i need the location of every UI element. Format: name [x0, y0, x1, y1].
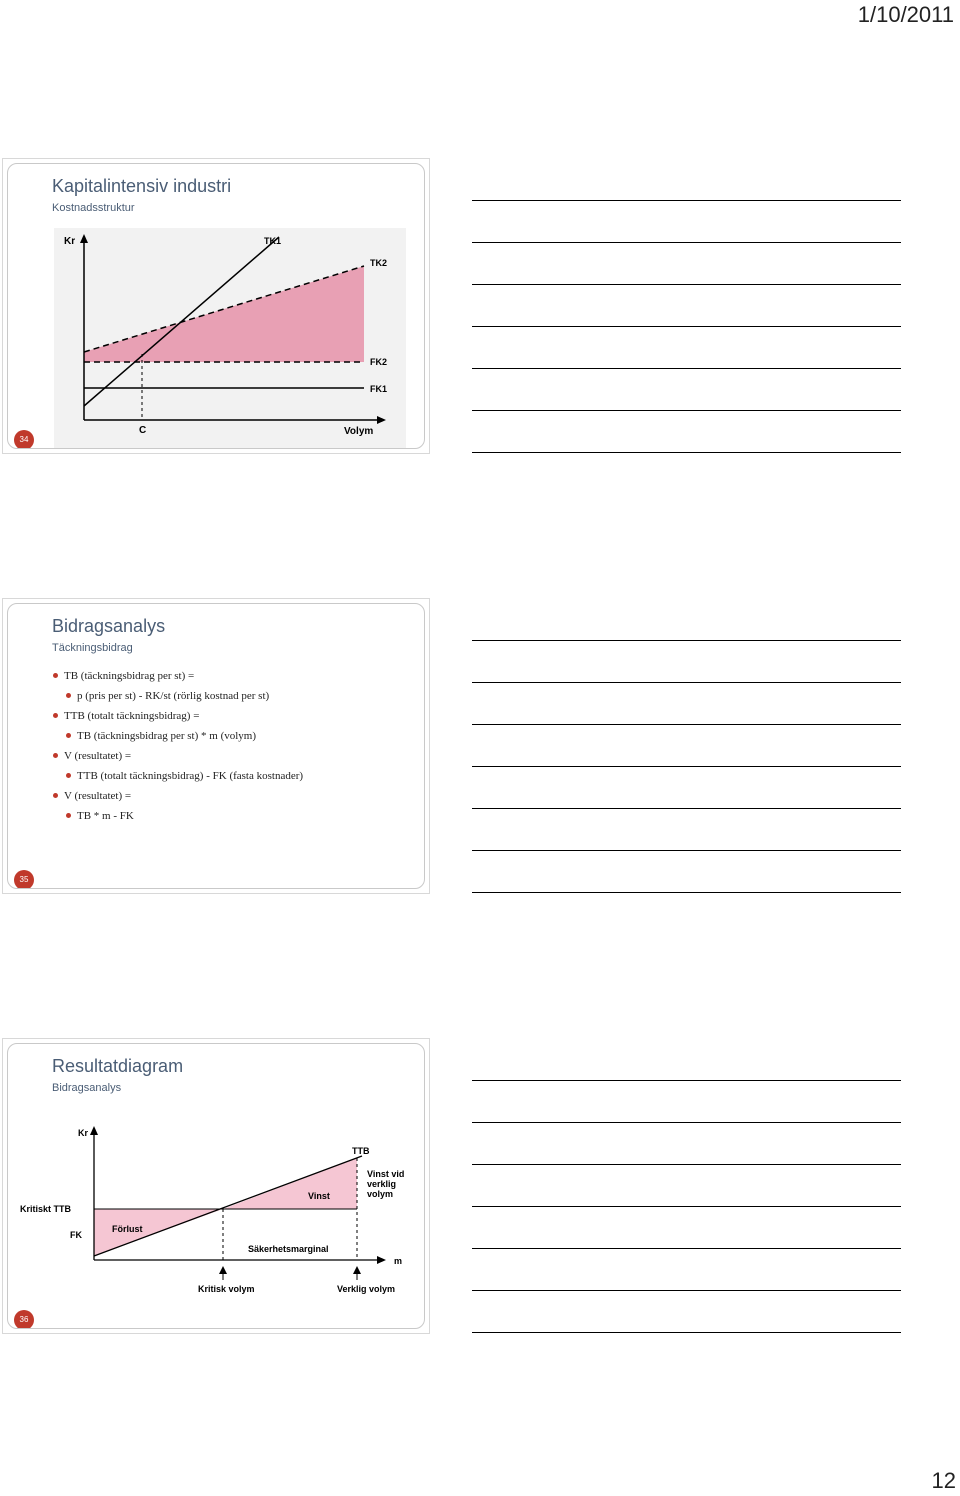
profit-label: Vinst: [308, 1191, 330, 1201]
note-line: [472, 892, 901, 893]
slide-title: Resultatdiagram: [52, 1056, 184, 1076]
slide-frame: [7, 603, 425, 889]
note-line: [472, 850, 901, 851]
note-line: [472, 766, 901, 767]
note-line: [472, 284, 901, 285]
note-line: [472, 242, 901, 243]
header-date: 1/10/2011: [857, 2, 954, 27]
cost-structure-chart: [54, 228, 406, 448]
critical-ttb-label: Kritiskt TTB: [20, 1204, 72, 1214]
slide-subtitle: Kostnadsstruktur: [52, 202, 135, 214]
actual-volume-label: Verklig volym: [337, 1284, 396, 1294]
fk1-label: FK1: [370, 384, 388, 394]
note-line: [472, 1290, 901, 1291]
slide-subtitle: Bidragsanalys: [52, 1082, 122, 1094]
bullet-subitem: TTB (totalt täckningsbidrag) - FK (fasta kostnader): [52, 766, 303, 786]
y-axis-label: Kr: [64, 236, 76, 247]
slide-frame: [7, 1043, 425, 1329]
note-line: [472, 200, 901, 201]
profit-at-volume-label: verklig: [367, 1179, 397, 1189]
bullet-list: [52, 666, 303, 826]
slide-title: Bidragsanalys: [52, 616, 166, 636]
note-line: [472, 326, 901, 327]
slide-number-badge: 34: [14, 430, 34, 449]
slide-35: [2, 598, 430, 894]
tk1-label: TK1: [264, 236, 282, 246]
notes-lines-36: [472, 1080, 901, 1374]
slide-number-badge: 35: [14, 870, 34, 889]
x-axis-label: Volym: [344, 426, 374, 437]
slide-34: [2, 158, 430, 454]
note-line: [472, 368, 901, 369]
note-line: [472, 724, 901, 725]
safety-margin-label: Säkerhetsmarginal: [248, 1244, 329, 1254]
tk2-label: TK2: [370, 258, 388, 268]
profit-at-volume-label: volym: [367, 1189, 394, 1199]
slide-subtitle: Täckningsbidrag: [52, 642, 133, 654]
bullet-item: TTB (totalt täckningsbidrag) =: [52, 706, 303, 726]
profit-at-volume-label: Vinst vid: [367, 1169, 405, 1179]
c-marker-label: C: [139, 425, 147, 436]
page-number: 12: [931, 1468, 956, 1493]
note-line: [472, 452, 901, 453]
slide-number-badge: 36: [14, 1310, 34, 1329]
fk-label: FK: [70, 1230, 82, 1240]
bullet-item: V (resultatet) =: [52, 746, 303, 766]
notes-lines-35: [472, 640, 901, 934]
slide-title: Kapitalintensiv industri: [52, 176, 232, 196]
note-line: [472, 682, 901, 683]
note-line: [472, 640, 901, 641]
result-diagram-chart: [12, 1120, 410, 1298]
notes-lines-34: [472, 200, 901, 494]
slide-frame: [7, 163, 425, 449]
loss-label: Förlust: [112, 1224, 143, 1234]
note-line: [472, 1206, 901, 1207]
y-axis-label: Kr: [78, 1128, 89, 1138]
note-line: [472, 1248, 901, 1249]
bullet-subitem: TB (täckningsbidrag per st) * m (volym): [52, 726, 303, 746]
bullet-subitem: p (pris per st) - RK/st (rörlig kostnad per st): [52, 686, 303, 706]
bullet-item: TB (täckningsbidrag per st) =: [52, 666, 303, 686]
note-line: [472, 1080, 901, 1081]
note-line: [472, 1122, 901, 1123]
critical-volume-label: Kritisk volym: [198, 1284, 255, 1294]
note-line: [472, 410, 901, 411]
x-axis-label: m: [394, 1256, 403, 1266]
note-line: [472, 1332, 901, 1333]
slide-36: [2, 1038, 430, 1334]
bullet-subitem: TB * m - FK: [52, 806, 303, 826]
note-line: [472, 1164, 901, 1165]
ttb-label: TTB: [352, 1146, 370, 1156]
note-line: [472, 808, 901, 809]
fk2-label: FK2: [370, 357, 388, 367]
bullet-item: V (resultatet) =: [52, 786, 303, 806]
